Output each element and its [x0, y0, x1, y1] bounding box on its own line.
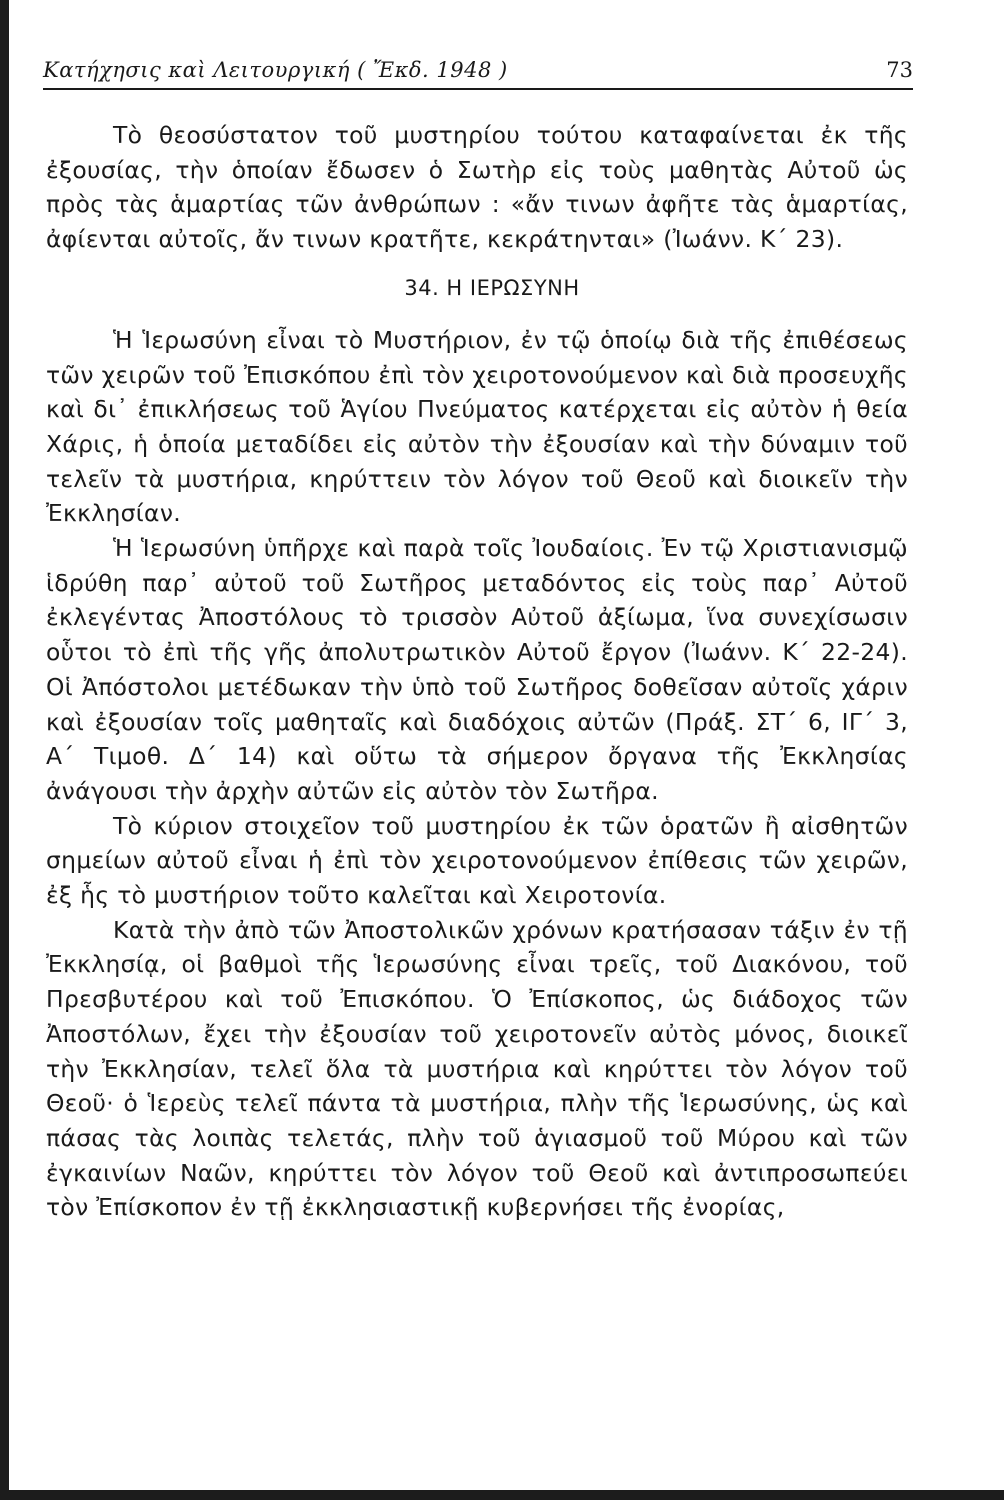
page-number: 73 — [886, 58, 913, 82]
paragraph: Τὸ κύριον στοιχεῖον τοῦ μυστηρίου ἐκ τῶν ὁρατῶν ἢ αἰσθητῶν σημείων αὐτοῦ εἶναι ἡ ἐπὶ τὸν χειροτονούμενον ἐπίθεσις τῶν χειρῶν, ἐξ ἧς τὸ μυστήριον τοῦτο καλεῖται καὶ Χειροτονία. — [46, 811, 908, 910]
section-heading: 34. Η ΙΕΡΩΣΥΝΗ — [404, 275, 580, 300]
running-head: Κατήχησις καὶ Λειτουργική ( Ἔκδ. 1948 ) — [43, 58, 508, 82]
paragraph: Ἡ Ἱερωσύνη εἶναι τὸ Μυστήριον, ἐν τῷ ὁποίῳ διὰ τῆς ἐπιθέσεως τῶν χειρῶν τοῦ Ἐπισκόπου ἐπὶ τὸν χειροτονούμενον καὶ διὰ προσευχῆς καὶ δι᾽ ἐπικλήσεως τοῦ Ἁγίου Πνεύματος κατέρχεται εἰς αὐτὸν ἡ θεία Χάρις, ἡ ὁποία μεταδίδει εἰς αὐτὸν τὴν ἐξουσίαν καὶ τὴν δύναμιν τοῦ τελεῖν τὰ μυστήρια, κηρύττειν τὸν λόγον τοῦ Θεοῦ καὶ διοικεῖν τὴν Ἐκκλησίαν. — [46, 325, 908, 528]
page-header — [43, 58, 913, 90]
paragraph: Κατὰ τὴν ἀπὸ τῶν Ἀποστολικῶν χρόνων κρατήσασαν τάξιν ἐν τῇ Ἐκκλησίᾳ, οἱ βαθμοὶ τῆς Ἱερωσύνης εἶναι τρεῖς, τοῦ Διακόνου, τοῦ Πρεσβυτέρου καὶ τοῦ Ἐπισκόπου. Ὁ Ἐπίσκοπος, ὡς διάδοχος τῶν Ἀποστόλων, ἔχει τὴν ἐξουσίαν τοῦ χειροτονεῖν αὐτὸς μόνος, διοικεῖ τὴν Ἐκκλησίαν, τελεῖ ὅλα τὰ μυστήρια καὶ κηρύττει τὸν λόγον τοῦ Θεοῦ· ὁ Ἱερεὺς τελεῖ πάντα τὰ μυστήρια, πλὴν τῆς Ἱερωσύνης, ὡς καὶ πάσας τὰς λοιπὰς τελετάς, πλὴν τοῦ ἁγιασμοῦ τοῦ Μύρου καὶ τῶν ἐγκαινίων Ναῶν, κηρύττει τὸν λόγον τοῦ Θεοῦ καὶ ἀντιπροσωπεύει τὸν Ἐπίσκοπον ἐν τῇ ἐκκλησιαστικῇ κυβερνήσει τῆς ἐνορίας, — [46, 915, 908, 1222]
paragraph: Ἡ Ἱερωσύνη ὑπῆρχε καὶ παρὰ τοῖς Ἰουδαίοις. Ἐν τῷ Χριστιανισμῷ ἱδρύθη παρ᾽ αὐτοῦ τοῦ Σωτῆρος μεταδόντος εἰς τοὺς παρ᾽ Αὐτοῦ ἐκλεγέντας Ἀποστόλους τὸ τρισσὸν Αὐτοῦ ἀξίωμα, ἵνα συνεχίσωσιν οὗτοι τὸ ἐπὶ τῆς γῆς ἀπολυτρωτικὸν Αὐτοῦ ἔργον (Ἰωάνν. Κ΄ 22-24). Οἱ Ἀπόστολοι μετέδωκαν τὴν ὑπὸ τοῦ Σωτῆρος δοθεῖσαν αὐτοῖς χάριν καὶ ἐξουσίαν τοῖς μαθηταῖς καὶ διαδόχοις αὐτῶν (Πράξ. ΣΤ΄ 6, ΙΓ΄ 3, Α΄ Τιμοθ. Δ΄ 14) καὶ οὕτω τὰ σήμερον ὄργανα τῆς Ἐκκλησίας ἀνάγουσι τὴν ἀρχὴν αὐτῶν εἰς αὐτὸν τὸν Σωτῆρα. — [46, 534, 908, 805]
body-text — [46, 118, 908, 1225]
paragraph: Τὸ θεοσύστατον τοῦ μυστηρίου τούτου καταφαίνεται ἐκ τῆς ἐξουσίας, τὴν ὁποίαν ἔδωσεν ὁ Σωτὴρ εἰς τοὺς μαθητὰς Αὐτοῦ ὡς πρὸς τὰς ἁμαρτίας τῶν ἀνθρώπων : «ἄν τινων ἀφῆτε τὰς ἁμαρτίας, ἀφίενται αὐτοῖς, ἄν τινων κρατῆτε, κεκράτηνται» (Ἰωάνν. Κ΄ 23). — [46, 121, 908, 254]
scan-left-edge — [0, 0, 9, 1500]
scan-bottom-edge — [0, 1490, 1004, 1500]
